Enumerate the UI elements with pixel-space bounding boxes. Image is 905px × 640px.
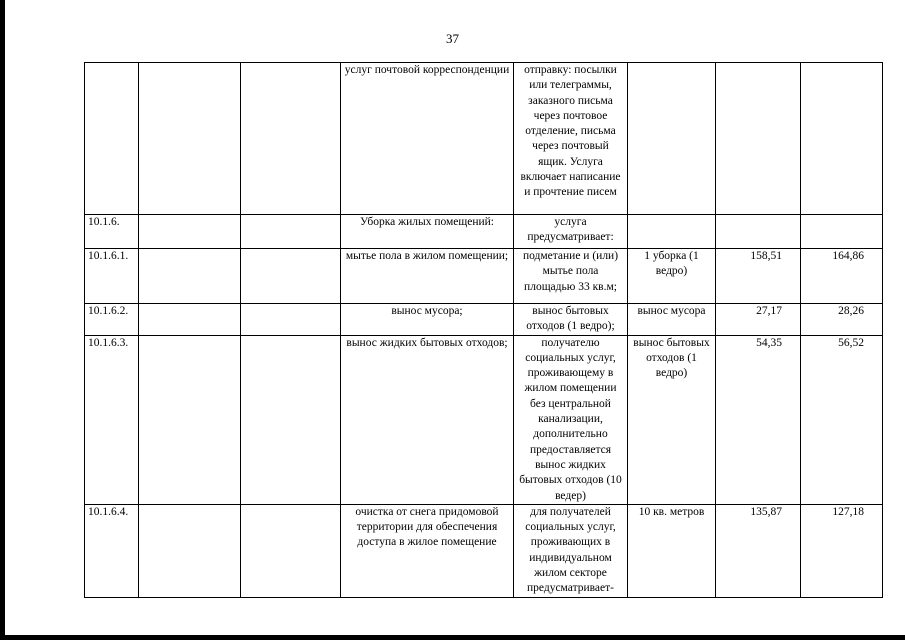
price-cell: 27,17 — [716, 304, 801, 336]
code-cell: 10.1.6. — [85, 215, 139, 249]
code-cell: 10.1.6.4. — [85, 504, 139, 597]
description-cell: получателю социальных услуг, проживающему в жилом помещении без центральной канализации, дополнительно предоставляется вынос жидких бытовых отходов (10 ведер) — [514, 335, 628, 504]
empty-cell — [139, 335, 241, 504]
unit-cell: вынос мусора — [628, 304, 716, 336]
service-cell: вынос жидких бытовых отходов; — [341, 335, 514, 504]
empty-cell — [241, 63, 341, 215]
unit-cell — [628, 215, 716, 249]
empty-cell — [241, 215, 341, 249]
service-cell: вынос мусора; — [341, 304, 514, 336]
empty-cell — [139, 63, 241, 215]
code-cell: 10.1.6.2. — [85, 304, 139, 336]
unit-cell — [628, 63, 716, 215]
price-cell: 28,26 — [801, 304, 883, 336]
empty-cell — [241, 504, 341, 597]
empty-cell — [241, 335, 341, 504]
empty-cell — [241, 249, 341, 304]
empty-cell — [139, 304, 241, 336]
table-row — [85, 304, 883, 336]
service-cell: мытье пола в жилом помещении; — [341, 249, 514, 304]
scan-edge-bottom — [0, 635, 905, 640]
code-cell: 10.1.6.3. — [85, 335, 139, 504]
unit-cell: 10 кв. метров — [628, 504, 716, 597]
service-cell: Уборка жилых помещений: — [341, 215, 514, 249]
price-cell — [801, 63, 883, 215]
table-row — [85, 63, 883, 215]
empty-cell — [139, 504, 241, 597]
price-cell: 54,35 — [716, 335, 801, 504]
description-cell: услуга предусматривает: — [514, 215, 628, 249]
services-table — [84, 62, 883, 598]
price-cell — [801, 215, 883, 249]
table-row — [85, 335, 883, 504]
description-cell: вынос бытовых отходов (1 ведро); — [514, 304, 628, 336]
price-cell — [716, 215, 801, 249]
empty-cell — [139, 249, 241, 304]
description-cell: подметание и (или) мытье пола площадью 33 кв.м; — [514, 249, 628, 304]
table-row — [85, 249, 883, 304]
service-cell: услуг почтовой корреспонденции — [341, 63, 514, 215]
empty-cell — [139, 215, 241, 249]
description-cell: отправку: посылки или телеграммы, заказного письма через почтовое отделение, письма через почтовый ящик. Услуга включает написание и прочтение писем — [514, 63, 628, 215]
service-cell: очистка от снега придомовой территории для обеспечения доступа в жилое помещение — [341, 504, 514, 597]
price-cell: 127,18 — [801, 504, 883, 597]
page-number: 37 — [446, 31, 459, 46]
price-cell: 56,52 — [801, 335, 883, 504]
code-cell — [85, 63, 139, 215]
empty-cell — [241, 304, 341, 336]
price-cell — [716, 63, 801, 215]
table-row — [85, 504, 883, 597]
price-cell: 164,86 — [801, 249, 883, 304]
unit-cell: вынос бытовых отходов (1 ведро) — [628, 335, 716, 504]
price-cell: 135,87 — [716, 504, 801, 597]
code-cell: 10.1.6.1. — [85, 249, 139, 304]
unit-cell: 1 уборка (1 ведро) — [628, 249, 716, 304]
table-row — [85, 215, 883, 249]
description-cell: для получателей социальных услуг, проживающих в индивидуальном жилом секторе предусматривает- — [514, 504, 628, 597]
scan-edge-left — [0, 0, 5, 640]
price-cell: 158,51 — [716, 249, 801, 304]
